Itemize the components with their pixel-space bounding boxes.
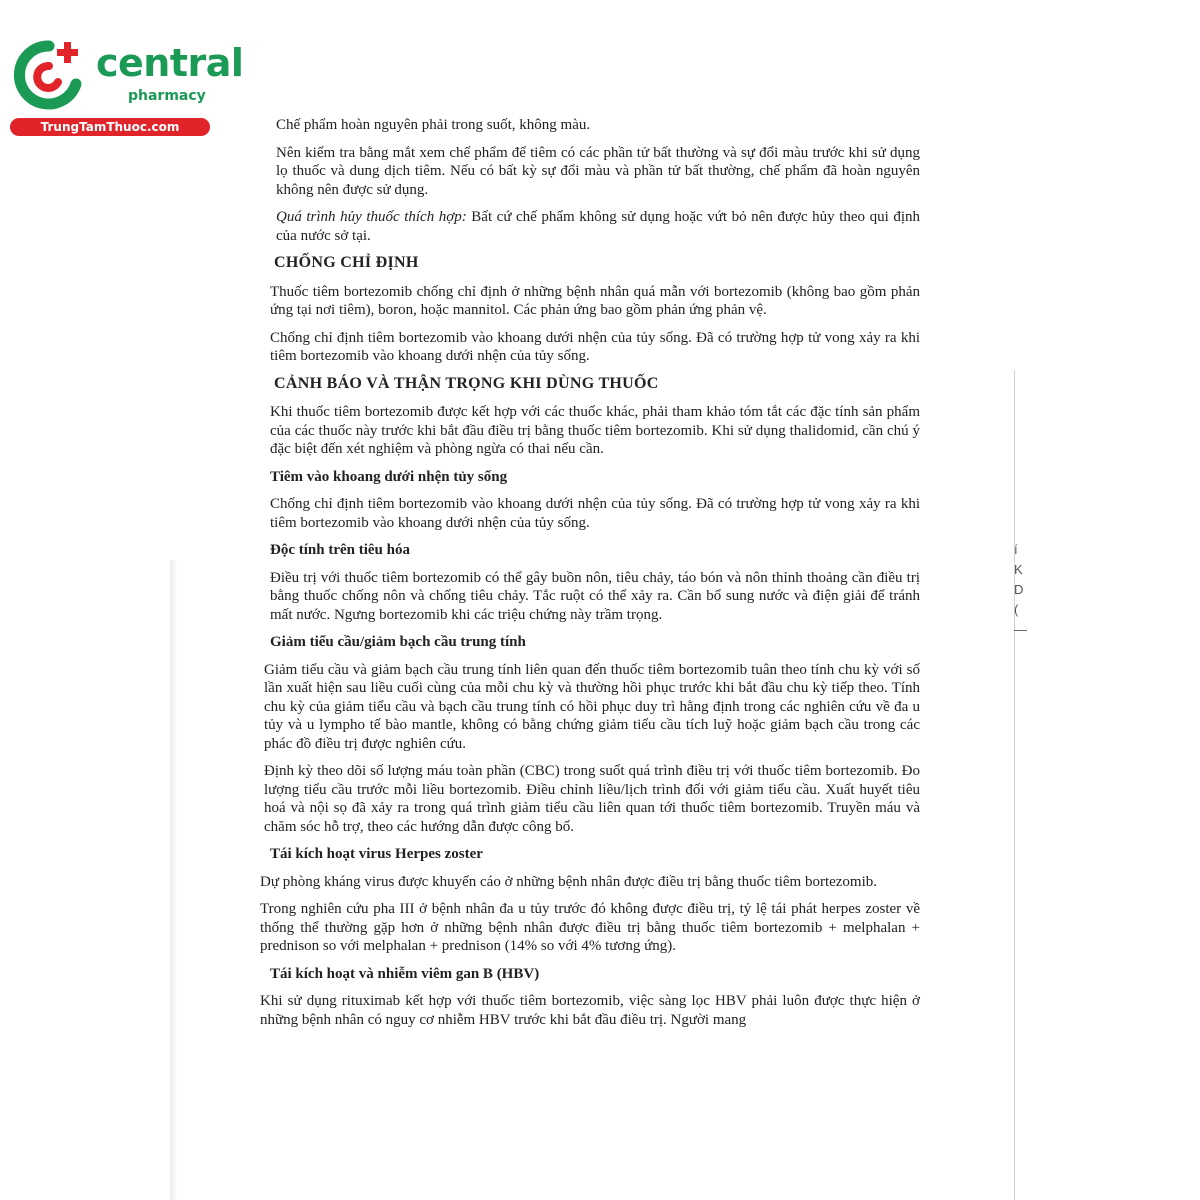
- margin-marks: [1014, 540, 1028, 640]
- paragraph: Khi sử dụng rituximab kết hợp với thuốc tiêm bortezomib, việc sàng lọc HBV phải luôn được thực hiện ở những bệnh nhân có nguy cơ nhiễm HBV trước khi bắt đầu điều trị. Người mang: [260, 993, 920, 1028]
- paragraph: Điều trị với thuốc tiêm bortezomib có thể gây buồn nôn, tiêu chảy, táo bón và nôn thỉnh thoảng cần điều trị bằng thuốc chống nôn và chống tiêu chảy. Tắc ruột có thể xảy ra. Cần bổ sung nước và điện giải để tránh mất nước. Ngưng bortezomib khi các triệu chứng này trầm trọng.: [270, 569, 920, 623]
- brand-name: central: [96, 41, 244, 85]
- paragraph: Dự phòng kháng virus được khuyến cáo ở những bệnh nhân được điều trị bằng thuốc tiêm bortezomib.: [260, 873, 878, 890]
- disposal-body: Bất cứ chế phẩm không sử dụng hoặc vứt bỏ nên được hủy theo qui định của nước sở tại.: [276, 209, 920, 244]
- pharmacy-logo[interactable]: [10, 36, 244, 136]
- section-heading-warnings: CẢNH BÁO VÀ THẬN TRỌNG KHI DÙNG THUỐC: [274, 374, 659, 392]
- paragraph: Trong nghiên cứu pha III ở bệnh nhân đa u tủy trước đó không được điều trị, tỷ lệ tái phát herpes zoster về thống thể thường gặp hơn ở những bệnh nhân được điều trị bằng thuốc tiêm bortezomib + melphalan + prednison so với melphalan + prednison (14% so với 4% tương ứng).: [260, 901, 920, 954]
- margin-mark: D: [1014, 582, 1024, 597]
- paragraph: Nên kiểm tra bằng mắt xem chế phẩm để tiêm có các phần tử bất thường và sự đổi màu trước khi sử dụng lọ thuốc và dung dịch tiêm. Nếu có bất kỳ sự đổi màu và phần tử bất thường, chế phẩm đã hoàn nguyên không nên được sử dụng.: [276, 144, 920, 198]
- margin-mark: (: [1014, 602, 1019, 617]
- subheading-gi-toxicity: Độc tính trên tiêu hóa: [270, 542, 410, 558]
- paragraph: Chống chỉ định tiêm bortezomib vào khoang dưới nhện của tủy sống. Đã có trường hợp tử vong xảy ra khi tiêm bortezomib vào khoang dưới nhện của tủy sống.: [270, 329, 920, 364]
- paragraph: Khi thuốc tiêm bortezomib được kết hợp với các thuốc khác, phải tham khảo tóm tắt các đặc tính sản phẩm của các thuốc này trước khi bắt đầu điều trị bằng thuốc tiêm bortezomib. Khi sử dụng thalidomid, cần chú ý đặc biệt đến xét nghiệm và phòng ngừa có thai nếu cần.: [270, 404, 920, 457]
- scan-shadow-left: [170, 560, 178, 1200]
- scan-edge-right: [1014, 370, 1027, 1200]
- subheading-herpes: Tái kích hoạt virus Herpes zoster: [270, 846, 483, 862]
- disposal-lead: Quá trình hủy thuốc thích hợp:: [276, 209, 467, 225]
- website-banner[interactable]: TrungTamThuoc.com: [10, 118, 210, 136]
- brand-subtitle: pharmacy: [128, 88, 206, 104]
- subheading-thrombocytopenia: Giảm tiểu cầu/giảm bạch cầu trung tính: [270, 634, 526, 650]
- subheading-intrathecal: Tiêm vào khoang dưới nhện tủy sống: [270, 468, 508, 485]
- paragraph-disposal: [276, 208, 920, 245]
- section-heading-contraindications: CHỐNG CHỈ ĐỊNH: [274, 254, 419, 271]
- document-page: [258, 116, 920, 1038]
- margin-mark: K: [1014, 562, 1023, 577]
- paragraph: Chống chỉ định tiêm bortezomib vào khoang dưới nhện của tủy sống. Đã có trường hợp tử vong xảy ra khi tiêm bortezomib vào khoang dưới nhện của tủy sống.: [270, 496, 920, 531]
- margin-mark: —: [1014, 622, 1027, 637]
- paragraph: Định kỳ theo dõi số lượng máu toàn phần (CBC) trong suốt quá trình điều trị với thuốc tiêm bortezomib. Đo lượng tiểu cầu trước mỗi liều bortezomib. Điều chỉnh liều/lịch trình đối với giảm tiểu cầu. Xuất huyết tiêu hoá và nội sọ đã xảy ra trong quá trình giảm tiểu cầu liên quan tới thuốc tiêm bortezomib. Truyền máu và chăm sóc hỗ trợ, theo các hướng dẫn được công bố.: [264, 763, 920, 835]
- paragraph: Thuốc tiêm bortezomib chống chỉ định ở những bệnh nhân quá mẫn với bortezomib (không bao gồm phản ứng tại nơi tiêm), boron, hoặc mannitol. Các phản ứng bao gồm phản ứng phản vệ.: [270, 283, 920, 318]
- margin-mark: í: [1014, 542, 1018, 557]
- paragraph: Giảm tiểu cầu và giảm bạch cầu trung tính liên quan đến thuốc tiêm bortezomib tuân theo tính chu kỳ với số lần xuất hiện sau liều cuối cùng của mỗi chu kỳ và thường hồi phục trước khi bắt đầu chu kỳ tiếp theo. Tính chu kỳ của giảm tiểu cầu và bạch cầu trung tính có hồi phục duy trì hằng định trong các nghiên cứu về đa u tủy và u lympho tế bào mantle, không có bằng chứng giảm tiểu cầu tích luỹ hoặc giảm bạch cầu trong các phác đồ điều trị được nghiên cứu.: [264, 661, 920, 752]
- paragraph: Chế phẩm hoàn nguyên phải trong suốt, không màu.: [276, 117, 591, 133]
- subheading-hbv: Tái kích hoạt và nhiễm viêm gan B (HBV): [270, 965, 540, 982]
- central-pharmacy-logo-icon: [10, 36, 88, 114]
